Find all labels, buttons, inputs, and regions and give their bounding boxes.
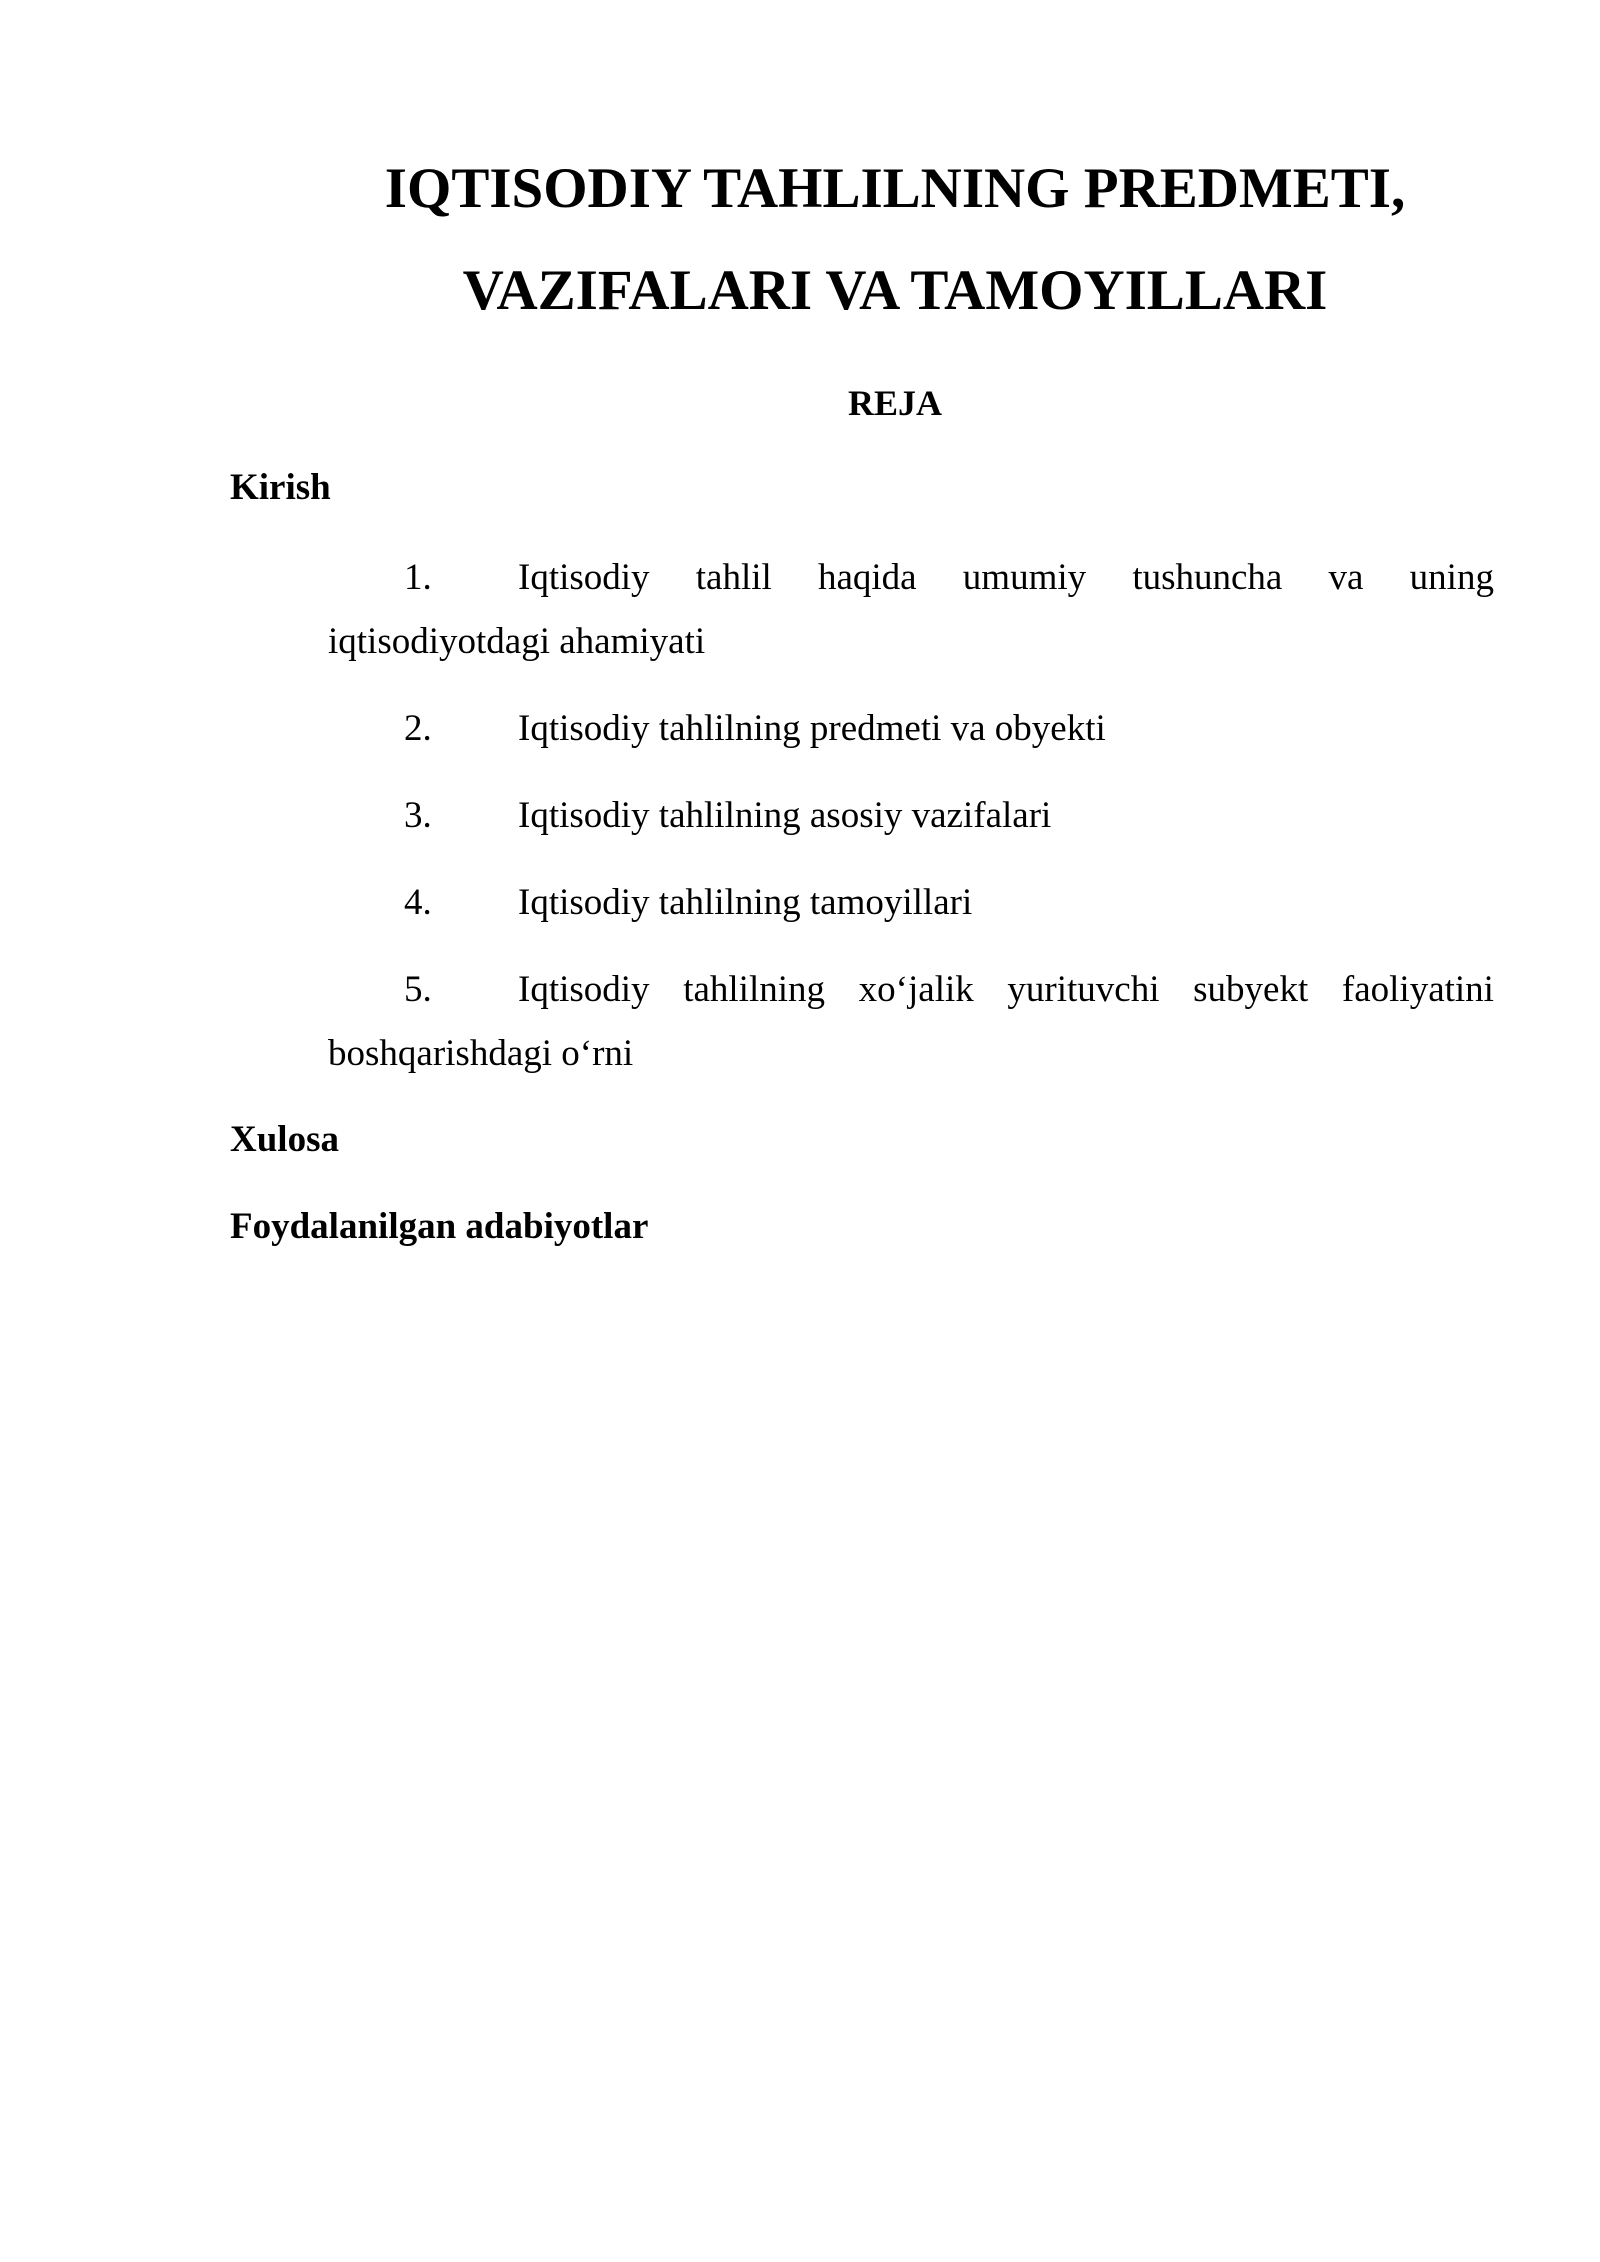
plan-item-number: 3. <box>404 795 432 836</box>
plan-item-word: yurituvchi <box>1007 969 1160 1010</box>
plan-item-number: 5. <box>404 969 432 1010</box>
plan-item-number: 1. <box>404 557 432 598</box>
plan-heading: REJA <box>847 383 942 423</box>
conclusion-heading: Xulosa <box>230 1119 339 1160</box>
plan-item-number: 2. <box>404 708 432 749</box>
plan-item-word: uning <box>1409 557 1494 598</box>
intro-heading: Kirish <box>230 467 331 508</box>
plan-item-word: xo‘jalik <box>858 969 974 1010</box>
plan-item-word: tahlil <box>695 557 772 598</box>
plan-item-word: umumiy <box>962 557 1087 598</box>
plan-item-word: Iqtisodiy <box>518 557 650 598</box>
document-title-line-2: VAZIFALARI VA TAMOYILLARI <box>462 259 1328 322</box>
plan-item-word: Iqtisodiy <box>518 969 650 1010</box>
plan-item-text-line-1 <box>518 546 1494 610</box>
plan-item-text-line-1 <box>518 958 1494 1022</box>
references-heading: Foydalanilgan adabiyotlar <box>230 1206 649 1247</box>
plan-item-word: haqida <box>817 557 917 598</box>
plan-item-text: Iqtisodiy tahlilning asosiy vazifalari <box>518 795 1052 836</box>
plan-item-word: va <box>1328 557 1364 598</box>
plan-item-word: tahlilning <box>683 969 826 1010</box>
plan-item-word: faoliyatini <box>1341 969 1494 1010</box>
plan-item-number: 4. <box>404 882 432 923</box>
document-title-line-1: IQTISODIY TAHLILNING PREDMETI, <box>384 157 1406 220</box>
plan-item-text: Iqtisodiy tahlilning tamoyillari <box>518 882 973 923</box>
plan-item-text-line-2: boshqarishdagi o‘rni <box>328 1033 634 1074</box>
plan-item-word: tushuncha <box>1132 557 1283 598</box>
plan-item-text-line-2: iqtisodiyotdagi ahamiyati <box>328 621 706 662</box>
plan-item-text: Iqtisodiy tahlilning predmeti va obyekti <box>518 708 1106 749</box>
plan-item-word: subyekt <box>1193 969 1309 1010</box>
